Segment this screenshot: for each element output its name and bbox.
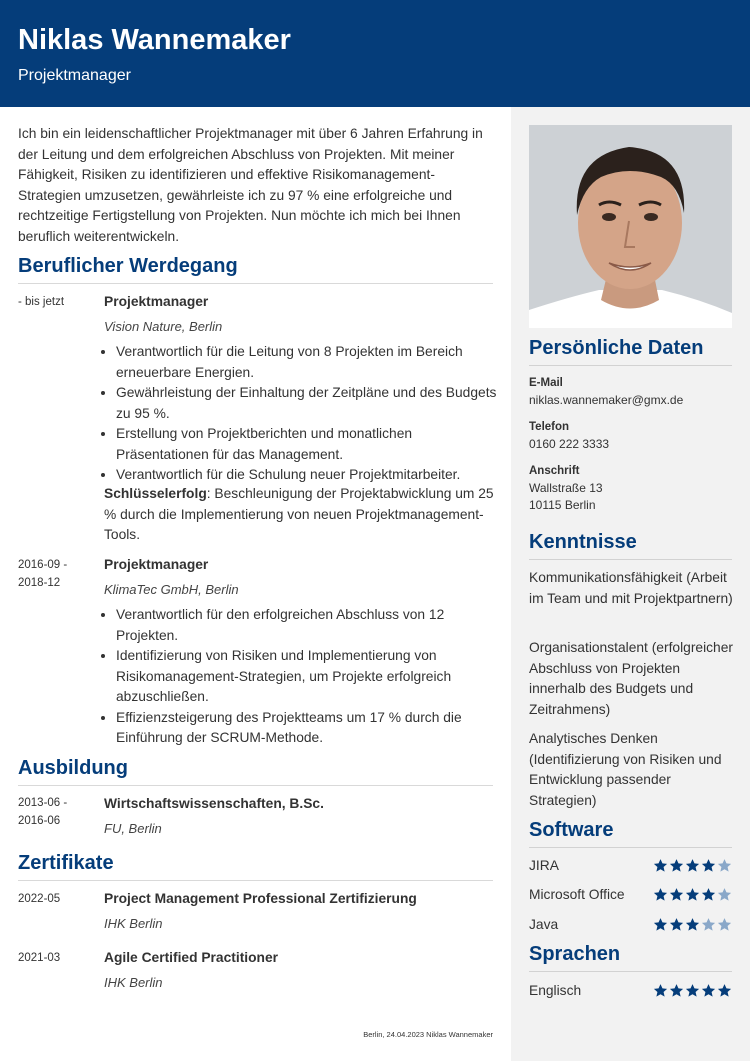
star-filled-icon — [669, 917, 684, 932]
star-filled-icon — [685, 887, 700, 902]
candidate-title: Projektmanager — [18, 67, 131, 84]
languages-heading: Sprachen — [529, 941, 732, 972]
resume-header — [0, 0, 750, 107]
software-name: Java — [529, 917, 559, 932]
software-row — [529, 915, 732, 935]
list-item: • Verantwortlich für die Schulung neuer Projektmitarbeiter. — [116, 465, 508, 486]
experience-heading: Beruflicher Werdegang — [18, 253, 493, 284]
candidate-name: Niklas Wannemaker — [18, 24, 291, 56]
education-title: Wirtschaftswissenschaften, B.Sc. — [104, 796, 324, 811]
address-label: Anschrift — [529, 465, 580, 477]
certificate-org: IHK Berlin — [104, 975, 163, 990]
phone-label: Telefon — [529, 421, 570, 433]
job-date: 2016-09 - 2018-12 — [18, 559, 68, 589]
job-org: Vision Nature, Berlin — [104, 319, 223, 334]
education-date: 2013-06 - 2016-06 — [18, 797, 68, 827]
job-date: - bis jetzt — [18, 296, 65, 308]
star-empty-icon — [717, 917, 732, 932]
star-filled-icon — [717, 983, 732, 998]
job-bullets — [104, 342, 508, 486]
star-empty-icon — [717, 887, 732, 902]
list-item: • Gewährleistung der Einhaltung der Zeitpläne und des Budgets zu 95 %. — [116, 383, 508, 424]
software-name: JIRA — [529, 858, 559, 873]
job-title: Projektmanager — [104, 557, 209, 572]
rating-stars — [653, 983, 732, 999]
software-row — [529, 885, 732, 905]
certificate-date: 2022-05 — [18, 893, 61, 905]
email-label: E-Mail — [529, 377, 563, 389]
star-filled-icon — [701, 887, 716, 902]
rating-stars — [653, 917, 732, 933]
education-heading: Ausbildung — [18, 755, 493, 786]
address-city: 10115 Berlin — [529, 498, 596, 512]
email-value: niklas.wannemaker@gmx.de — [529, 393, 684, 407]
list-item: • Verantwortlich für den erfolgreichen Abschluss von 12 Projekten. — [116, 605, 508, 646]
star-filled-icon — [669, 887, 684, 902]
list-item: • Verantwortlich für die Leitung von 8 Projekten im Bereich erneuerbare Energien. — [116, 342, 508, 383]
skill-item: Organisationstalent (erfolgreicher Abschluss von Projekten innerhalb des Budgets und Zeitrahmens) — [529, 640, 733, 717]
skill-item: Analytisches Denken (Identifizierung von Risiken und Entwicklung passender Strategien) — [529, 731, 722, 808]
education-org: FU, Berlin — [104, 821, 162, 836]
star-filled-icon — [701, 983, 716, 998]
language-row — [529, 981, 732, 1001]
software-row — [529, 856, 732, 876]
key-achievement — [104, 484, 496, 546]
certificate-org: IHK Berlin — [104, 916, 163, 931]
star-filled-icon — [685, 917, 700, 932]
job-bullets — [104, 605, 508, 749]
certificate-title: Agile Certified Practitioner — [104, 950, 279, 965]
star-filled-icon — [701, 858, 716, 873]
phone-value: 0160 222 3333 — [529, 437, 610, 451]
star-filled-icon — [653, 887, 668, 902]
address-street: Wallstraße 13 — [529, 481, 603, 495]
list-item: • Identifizierung von Risiken und Implementierung von Risikomanagement-Strategien, um Projekte erfolgreich abzuschließen. — [116, 646, 508, 708]
star-empty-icon — [701, 917, 716, 932]
skill-item: Kommunikationsfähigkeit (Arbeit im Team und mit Projektpartnern) — [529, 570, 733, 606]
software-heading: Software — [529, 817, 732, 848]
rating-stars — [653, 858, 732, 874]
skills-heading: Kenntnisse — [529, 529, 732, 560]
star-filled-icon — [669, 858, 684, 873]
key-achievement-label: Schlüsselerfolg — [104, 486, 207, 501]
language-name: Englisch — [529, 983, 582, 998]
certificates-heading: Zertifikate — [18, 850, 493, 881]
star-empty-icon — [717, 858, 732, 873]
summary-text: Ich bin ein leidenschaftlicher Projektmanager mit über 6 Jahren Erfahrung in der Leitung und dem erfolgreichen Abschluss von Projekten. Mit meiner Fähigkeit, Risiken zu identifizieren und effektive Risikomanagement-Strategien umzusetzen, gewährleiste ich zu 97 % eine erfolgreiche und rechtzeitige Fertigstellung von Projekten. Nun möchte ich mich bei Ihnen beruflich weiterentwickeln. — [18, 126, 483, 244]
star-filled-icon — [685, 858, 700, 873]
star-filled-icon — [653, 983, 668, 998]
personal-data-heading: Persönliche Daten — [529, 335, 732, 366]
sidebar — [511, 107, 750, 1061]
job-title: Projektmanager — [104, 294, 209, 309]
rating-stars — [653, 887, 732, 903]
star-filled-icon — [685, 983, 700, 998]
key-achievement-text: : Beschleunigung der Projektabwicklung um 25 % durch die Implementierung von neuen Projektmanagement-Tools. — [104, 486, 494, 542]
star-filled-icon — [653, 917, 668, 932]
certificate-title: Project Management Professional Zertifizierung — [104, 891, 417, 906]
list-item: • Erstellung von Projektberichten und monatlichen Präsentationen für das Management. — [116, 424, 508, 465]
signature-footer: Berlin, 24.04.2023 Niklas Wannemaker — [363, 1030, 493, 1039]
certificate-date: 2021-03 — [18, 952, 61, 964]
star-filled-icon — [669, 983, 684, 998]
star-filled-icon — [653, 858, 668, 873]
job-org: KlimaTec GmbH, Berlin — [104, 582, 239, 597]
profile-photo — [529, 125, 732, 328]
list-item: • Effizienzsteigerung des Projektteams um 17 % durch die Einführung der SCRUM-Methode. — [116, 708, 508, 749]
portrait-illustration — [529, 125, 732, 328]
software-name: Microsoft Office — [529, 887, 625, 902]
